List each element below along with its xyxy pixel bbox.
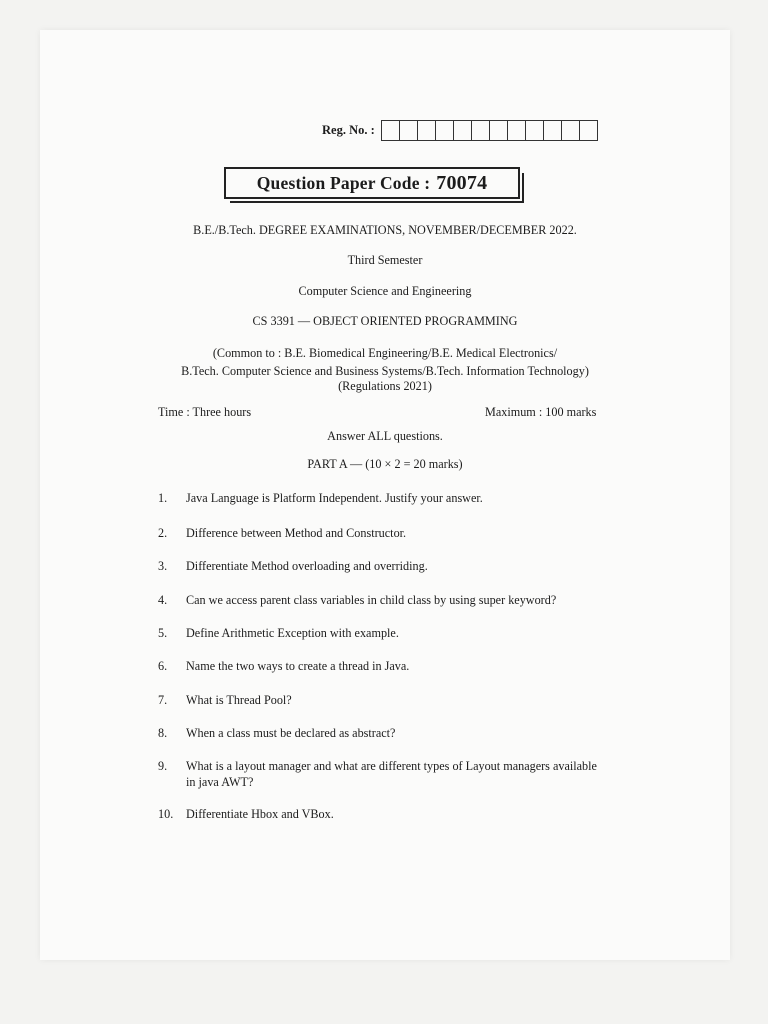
semester: Third Semester bbox=[347, 253, 423, 267]
question-number: 10. bbox=[158, 807, 174, 821]
question-number: 6. bbox=[158, 659, 168, 673]
question-item bbox=[158, 558, 608, 574]
question-text: Java Language is Platform Independent. Justify your answer. bbox=[186, 491, 483, 505]
reg-no-label: Reg. No. : bbox=[322, 123, 375, 137]
common-to-line-1: (Common to : B.E. Biomedical Engineering/B.E. Medical Electronics/ bbox=[212, 346, 558, 360]
qp-code: 70074 bbox=[436, 171, 488, 194]
question-text: Can we access parent class variables in child class by using super keyword? bbox=[186, 593, 557, 607]
reg-no-boxes bbox=[381, 120, 598, 141]
reg-no-box bbox=[508, 121, 526, 140]
question-item bbox=[158, 806, 608, 822]
question-item bbox=[158, 592, 608, 608]
question-number: 1. bbox=[158, 491, 168, 505]
exam-title: B.E./B.Tech. DEGREE EXAMINATIONS, NOVEMBER/DECEMBER 2022. bbox=[193, 223, 577, 237]
reg-no-box bbox=[472, 121, 490, 140]
question-text: Differentiate Hbox and VBox. bbox=[186, 807, 334, 821]
question-text: Define Arithmetic Exception with example. bbox=[186, 626, 399, 640]
regulations: (Regulations 2021) bbox=[338, 379, 432, 393]
reg-no-box bbox=[436, 121, 454, 140]
time-duration: Time : Three hours bbox=[158, 405, 252, 419]
question-number: 7. bbox=[158, 693, 168, 707]
part-heading: PART A — (10 × 2 = 20 marks) bbox=[307, 457, 463, 471]
question-item bbox=[158, 658, 608, 674]
question-text: When a class must be declared as abstract? bbox=[186, 726, 396, 740]
reg-no-box bbox=[418, 121, 436, 140]
question-item bbox=[158, 758, 608, 790]
question-number: 4. bbox=[158, 593, 168, 607]
question-number: 3. bbox=[158, 559, 168, 573]
question-text: What is Thread Pool? bbox=[186, 693, 292, 707]
question-number: 5. bbox=[158, 626, 168, 640]
course-title: CS 3391 — OBJECT ORIENTED PROGRAMMING bbox=[252, 314, 518, 328]
question-text: Differentiate Method overloading and overriding. bbox=[186, 559, 428, 573]
question-item bbox=[158, 692, 608, 708]
reg-no-box bbox=[580, 121, 597, 140]
reg-no-box bbox=[562, 121, 580, 140]
question-text: What is a layout manager and what are different types of Layout managers available in java AWT? bbox=[186, 759, 597, 789]
question-number: 2. bbox=[158, 526, 168, 540]
question-item bbox=[158, 625, 608, 641]
instruction: Answer ALL questions. bbox=[327, 429, 443, 443]
reg-no-box bbox=[490, 121, 508, 140]
department: Computer Science and Engineering bbox=[298, 284, 472, 298]
reg-no-box bbox=[544, 121, 562, 140]
common-to-note bbox=[150, 344, 620, 380]
maximum-marks: Maximum : 100 marks bbox=[485, 405, 597, 419]
question-number: 8. bbox=[158, 726, 168, 740]
common-to-line-2: B.Tech. Computer Science and Business Systems/B.Tech. Information Technology) bbox=[181, 364, 589, 378]
reg-no-field bbox=[322, 120, 598, 141]
reg-no-box bbox=[382, 121, 400, 140]
question-item bbox=[158, 725, 608, 741]
question-item bbox=[158, 525, 608, 541]
question-item bbox=[158, 490, 608, 506]
question-text: Difference between Method and Constructor. bbox=[186, 526, 407, 540]
question-number: 9. bbox=[158, 759, 168, 773]
reg-no-box bbox=[454, 121, 472, 140]
reg-no-box bbox=[400, 121, 418, 140]
qp-code-label: Question Paper Code : bbox=[256, 172, 431, 193]
question-text: Name the two ways to create a thread in Java. bbox=[186, 659, 410, 673]
reg-no-box bbox=[526, 121, 544, 140]
question-paper-code-box bbox=[224, 167, 520, 199]
